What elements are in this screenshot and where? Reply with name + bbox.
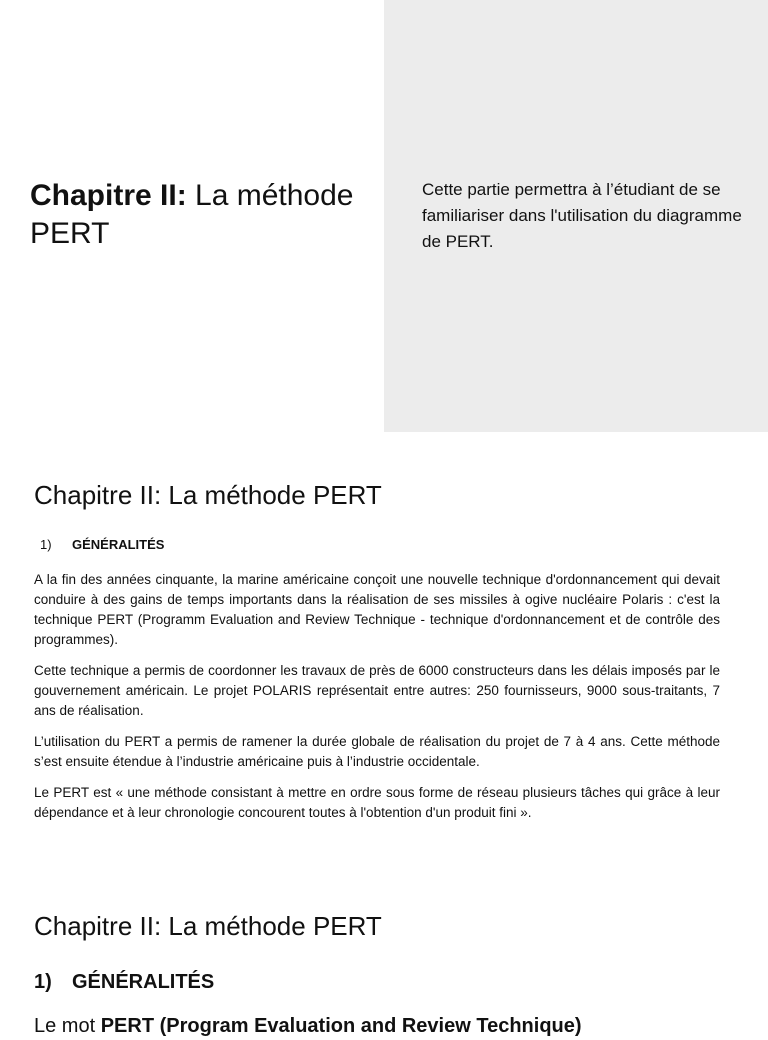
paragraph: L’utilisation du PERT a permis de ramener la durée globale de réalisation du projet de 7 à 4 ans. Cette méthode s’est ensuite étendue à l’industrie américaine puis à l’industrie occidentale.: [34, 734, 720, 769]
pert-definition-slide: [0, 864, 768, 1037]
generalites-slide: [0, 432, 768, 864]
chapter-title: [30, 177, 360, 253]
chapter-title-bold: Chapitre II:: [30, 179, 187, 212]
section-label: GÉNÉRALITÉS: [72, 537, 165, 552]
paragraph: A la fin des années cinquante, la marine américaine conçoit une nouvelle technique d'ordonnancement qui devait conduire à des gains de temps importants dans la réalisation de ses missiles à ogive nucléaire Polaris : c'est la technique PERT (Programm Evaluation and Review Technique - technique d'ordonnancement et de contrôle des programmes).: [34, 572, 720, 647]
slide-body: [34, 1012, 720, 1040]
section-number: 1): [40, 537, 52, 552]
body-start: Le mot: [34, 1015, 101, 1037]
section-number: 1): [34, 971, 52, 993]
slide-heading: Chapitre II: La méthode PERT: [34, 911, 382, 941]
body-bold: PERT (Program Evaluation and Review Technique): [100, 1015, 582, 1037]
title-slide: [0, 0, 768, 432]
slide-body: [34, 570, 720, 834]
chapter-description: Cette partie permettra à l’étudiant de se familiariser dans l'utilisation du diagramme de PERT.: [422, 180, 742, 251]
section-heading: [34, 971, 214, 994]
paragraph: Le PERT est « une méthode consistant à mettre en ordre sous forme de réseau plusieurs tâches qui grâce à leur dépendance et à leur chronologie concourent toutes à l'obtention d'un produit fini ».: [34, 785, 720, 820]
chapter-title-rest: La méthode PERT: [30, 179, 354, 250]
slide-heading: Chapitre II: La méthode PERT: [34, 480, 382, 510]
paragraph: Cette technique a permis de coordonner les travaux de près de 6000 constructeurs dans les délais imposés par le gouvernement américain. Le projet POLARIS représentait entre autres: 250 fournisseurs, 9000 sous-traitants, 7 ans de réalisation.: [34, 663, 720, 718]
section-heading: [40, 537, 164, 552]
section-label: GÉNÉRALITÉS: [72, 971, 215, 993]
